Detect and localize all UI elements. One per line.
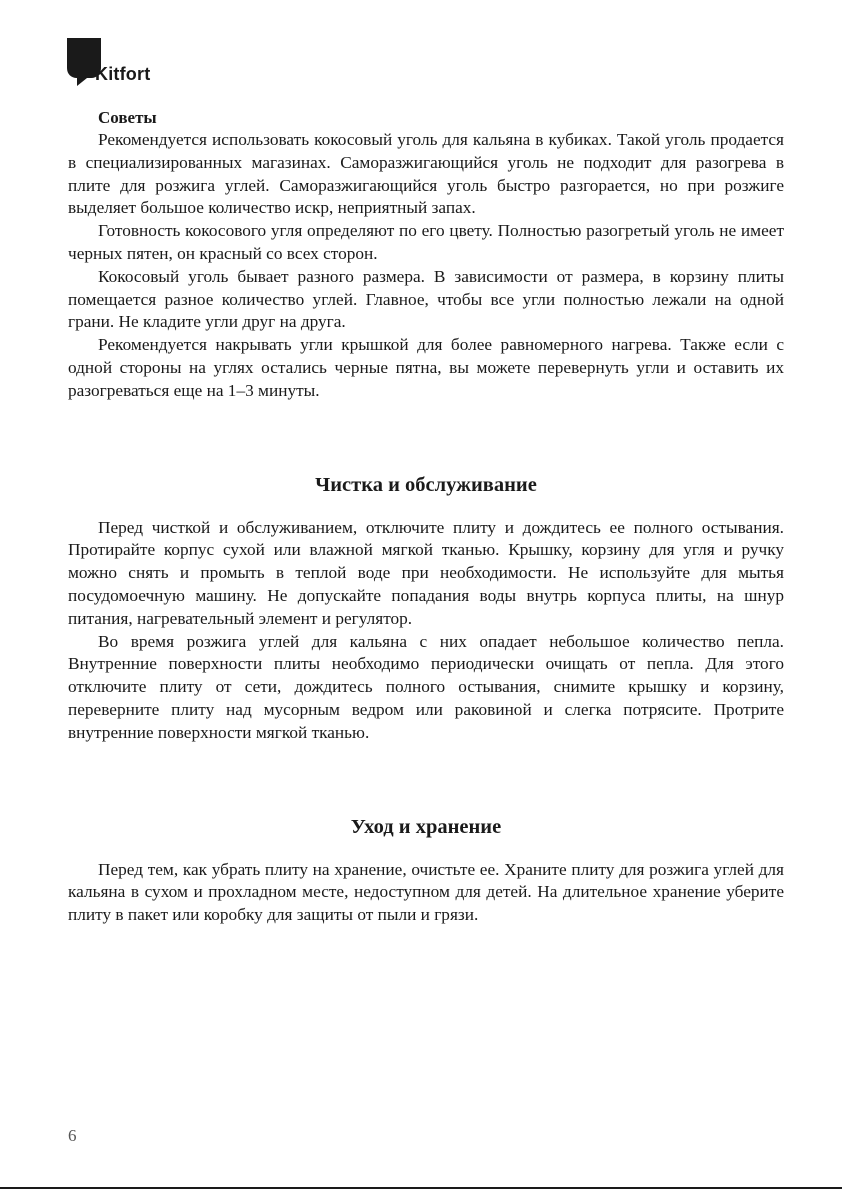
cleaning-paragraph-1: Перед чисткой и обслуживанием, отключите плиту и дождитесь ее полного остывания. Протирайте корпус сухой или влажной мягкой тканью. Крышку, корзину для угля и ручку можно снять и промыть в теплой воде при необходимости. Не используйте для мытья посудомоечную машину. Не допускайте попадания воды внутрь корпуса плиты, на шнур питания, нагревательный элемент и регулятор. [68, 517, 784, 628]
page-number: 6 [68, 1126, 77, 1145]
tips-heading: Советы [98, 108, 157, 127]
tips-paragraph-1: Рекомендуется использовать кокосовый уголь для кальяна в кубиках. Такой уголь продается в специализированных магазинах. Саморазжигающийся уголь не подходит для разогрева в плите для розжига углей. Саморазжигающийся уголь быстро разгорается, но при розжиге выделяет большое количество искр, неприятный запах. [68, 130, 784, 218]
tips-paragraph-3: Кокосовый уголь бывает разного размера. В зависимости от размера, в корзину плиты помещается разное количество углей. Главное, чтобы все угли полностью лежали на одной грани. Не кладите угли друг на друга. [68, 266, 784, 332]
storage-section-title: Уход и хранение [350, 815, 502, 838]
tips-paragraph-4: Рекомендуется накрывать угли крышкой для более равномерного нагрева. Также если с одной стороны на углях остались черные пятна, вы можете перевернуть угли и оставить их разогреваться еще на 1–3 минуты. [68, 335, 784, 400]
cleaning-section-title: Чистка и обслуживание [315, 473, 537, 496]
cleaning-paragraph-2: Во время розжига углей для кальяна с них опадает небольшое количество пепла. Внутренние поверхности плиты необходимо периодически очищать от пепла. Для этого отключите плиту от сети, дождитесь полного остывания, снимите крышку и корзину, переверните плиту над мусорным ведром или раковиной и слегка потрясите. Протрите внутренние поверхности мягкой тканью. [68, 631, 784, 742]
tips-paragraph-2: Готовность кокосового угля определяют по его цвету. Полностью разогретый уголь не имеет черных пятен, он красный со всех сторон. [68, 221, 784, 263]
brand-name: Kitfort [95, 64, 151, 84]
page-content [68, 106, 784, 927]
brand-logo [67, 38, 187, 88]
storage-paragraph-1: Перед тем, как убрать плиту на хранение, очистьте ее. Храните плиту для розжига углей для кальяна в сухом и прохладном месте, недоступном для детей. На длительное хранение уберите плиту в пакет или коробку для защиты от пыли и грязи. [68, 859, 784, 925]
